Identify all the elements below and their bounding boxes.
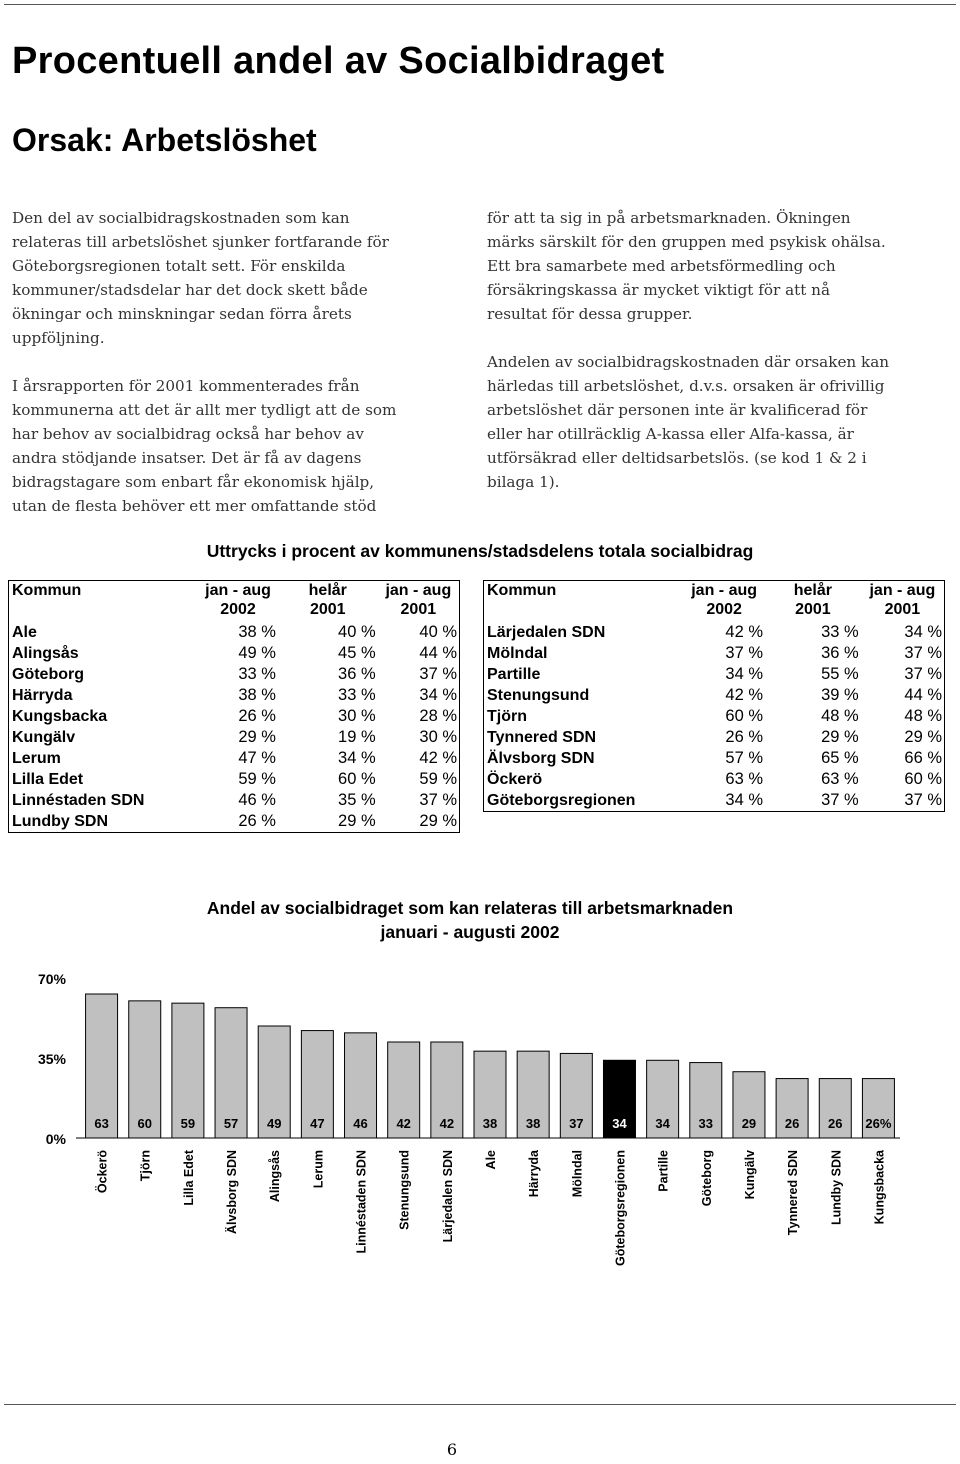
kommun-table-left (8, 580, 460, 833)
x-tick-label: Lilla Edet (181, 1150, 196, 1206)
table-row (484, 790, 945, 812)
percent-value: 65 % (821, 749, 859, 767)
percent-value: 48 % (821, 707, 859, 725)
data-label: 37 (569, 1116, 584, 1131)
chart-title-line2: januari - augusti 2002 (380, 922, 560, 942)
percent-value: 42 % (419, 749, 457, 767)
kommun-name: Lärjedalen SDN (487, 624, 606, 641)
percent-value: 34 % (725, 665, 764, 683)
data-label: 26 (784, 1116, 800, 1131)
percent-value: 37 % (821, 791, 859, 809)
table-row (484, 748, 945, 769)
percent-value: 55 % (821, 665, 859, 683)
x-tick-label: Stenungsund (397, 1150, 412, 1230)
x-tick-label: Kungälv (742, 1150, 757, 1200)
kommun-name: Ale (12, 624, 37, 641)
data-label: 42 (396, 1116, 411, 1131)
percent-value: 39 % (821, 686, 859, 704)
data-label: 57 (223, 1116, 239, 1131)
data-label: 38 (482, 1116, 498, 1131)
x-tick-label: Ale (484, 1150, 498, 1170)
table-row (9, 643, 460, 664)
bar-chart (0, 960, 910, 1280)
bottom-rule (4, 1404, 956, 1405)
percent-value: 42 % (725, 686, 764, 704)
y-tick-label: 35% (37, 1051, 66, 1067)
kommun-name: Göteborgsregionen (487, 792, 636, 809)
percent-value: 42 % (725, 623, 764, 641)
kommun-name: Härryda (12, 687, 73, 704)
table-row (484, 727, 945, 748)
kommun-name: Älvsborg SDN (487, 750, 595, 767)
top-rule (4, 4, 956, 5)
x-tick-label: Lärjedalen SDN (440, 1150, 455, 1243)
col-header-kommun: Kommun (12, 582, 82, 599)
col-header-kommun: Kommun (487, 582, 557, 599)
page-title: Procentuell andel av Socialbidraget (12, 40, 665, 82)
percent-value: 44 % (904, 686, 942, 704)
tables-title: Uttrycks i procent av kommunens/stadsdelens totala socialbidrag (206, 541, 754, 561)
data-label: 33 (698, 1116, 714, 1131)
data-label: 46 (353, 1116, 368, 1131)
kommun-name: Lilla Edet (12, 771, 84, 788)
table-row (9, 727, 460, 748)
percent-value: 26 % (725, 728, 764, 746)
kommun-name: Öckerö (487, 771, 543, 788)
percent-value: 63 % (725, 770, 764, 788)
paragraph: Andelen av socialbidragskostnaden där orsaken kan härledas till arbetslöshet, d.v.s. orsaken är ofrivillig arbetslöshet där personen inte är kvalificerad för eller har otillräcklig A-kassa eller Alfa-kassa, är utförsäkrad eller deltidsarbetslös. (se kod 1 & 2 i bilaga 1). (487, 353, 890, 491)
percent-value: 46 % (238, 791, 276, 809)
percent-value: 28 % (419, 707, 457, 725)
data-label: 49 (266, 1116, 282, 1131)
percent-value: 44 % (419, 644, 457, 662)
kommun-name: Tynnered SDN (487, 729, 597, 746)
table-row (484, 622, 945, 643)
table-row (484, 769, 945, 790)
percent-value: 37 % (419, 791, 457, 809)
x-tick-label: Linnéstaden SDN (354, 1150, 369, 1254)
percent-value: 48 % (904, 707, 942, 725)
kommun-name: Partille (487, 666, 541, 683)
kommun-name: Alingsås (12, 645, 79, 662)
kommun-name: Stenungsund (487, 687, 590, 704)
percent-value: 37 % (725, 644, 764, 662)
percent-value: 38 % (238, 623, 276, 641)
text-column-right (487, 206, 892, 518)
table-row (484, 643, 945, 664)
percent-value: 35 % (338, 791, 376, 809)
data-label: 60 (137, 1116, 152, 1131)
x-tick-label: Lerum (311, 1150, 326, 1189)
percent-value: 30 % (419, 728, 457, 746)
col-header-jan-aug-2002: jan - aug 2002 (205, 582, 271, 618)
percent-value: 37 % (904, 791, 942, 809)
percent-value: 60 % (725, 707, 764, 725)
percent-value: 38 % (238, 686, 276, 704)
page-number: 6 (446, 1440, 458, 1459)
percent-value: 47 % (238, 749, 276, 767)
x-tick-label: Göteborgsregionen (613, 1150, 628, 1266)
data-label: 29 (741, 1116, 757, 1131)
y-tick-label: 70% (37, 971, 66, 987)
data-label: 26 (828, 1116, 843, 1131)
percent-value: 59 % (419, 770, 457, 788)
percent-value: 19 % (338, 728, 376, 746)
data-label: 47 (310, 1116, 325, 1131)
kommun-name: Kungsbacka (12, 708, 108, 725)
percent-value: 29 % (338, 812, 376, 830)
data-label: 59 (180, 1116, 196, 1131)
data-label: 34 (612, 1116, 627, 1131)
col-header-jan-aug-2002: jan - aug 2002 (691, 582, 758, 618)
percent-value: 37 % (904, 644, 942, 662)
percent-value: 37 % (904, 665, 942, 683)
x-tick-label: Partille (656, 1150, 671, 1192)
col-header-helar-2001: helår 2001 (308, 582, 347, 618)
table-row (9, 685, 460, 706)
table-row (9, 748, 460, 769)
percent-value: 29 % (238, 728, 276, 746)
chart-title-line1: Andel av socialbidraget som kan relateras till arbetsmarknaden (206, 898, 734, 918)
kommun-name: Lundby SDN (12, 813, 108, 830)
chart-title (0, 896, 940, 944)
percent-value: 36 % (821, 644, 859, 662)
kommun-name: Linnéstaden SDN (12, 792, 145, 809)
percent-value: 40 % (338, 623, 376, 641)
col-header-jan-aug-2001: jan - aug 2001 (385, 582, 452, 618)
x-tick-label: Mölndal (570, 1150, 585, 1198)
x-tick-label: Lundby SDN (829, 1150, 844, 1225)
table-row (9, 811, 460, 833)
percent-value: 26 % (238, 707, 276, 725)
table-row (9, 706, 460, 727)
percent-value: 59 % (238, 770, 276, 788)
x-tick-label: Härryda (527, 1150, 542, 1198)
paragraph: för att ta sig in på arbetsmarknaden. Ökningen märks särskilt för den gruppen med psykisk ohälsa. Ett bra samarbete med arbetsförmedling och försäkringskassa är mycket viktigt för att nå resultat för dessa grupper. (487, 209, 886, 323)
x-tick-label: Tynnered SDN (786, 1150, 801, 1236)
data-label: 63 (94, 1116, 109, 1131)
percent-value: 33 % (338, 686, 376, 704)
data-label: 34 (655, 1116, 670, 1131)
percent-value: 29 % (821, 728, 859, 746)
kommun-name: Mölndal (487, 645, 548, 662)
percent-value: 60 % (904, 770, 942, 788)
x-tick-label: Alingsås (268, 1150, 283, 1203)
x-tick-label: Kungsbacka (872, 1150, 887, 1225)
page-subtitle: Orsak: Arbetslöshet (12, 122, 317, 158)
table-row (484, 685, 945, 706)
col-header-helar-2001: helår 2001 (793, 582, 832, 618)
percent-value: 40 % (419, 623, 457, 641)
paragraph: Den del av socialbidragskostnaden som kan relateras till arbetslöshet sjunker fortfarande för Göteborgsregionen totalt sett. För enskilda kommuner/stadsdelar har det dock skett både ökningar och minskningar sedan förra årets uppföljning. (12, 209, 389, 347)
table-row (9, 622, 460, 643)
kommun-name: Göteborg (12, 666, 84, 683)
x-tick-label: Älvsborg SDN (225, 1150, 240, 1235)
percent-value: 66 % (904, 749, 942, 767)
paragraph: I årsrapporten för 2001 kommenterades från kommunerna att det är allt mer tydligt att de som har behov av socialbidrag också har behov av andra stödjande insatser. Det är få av dagens bidragstagare som enbart får ekonomisk hjälp, utan de flesta behöver ett mer omfattande stöd (12, 377, 397, 515)
col-header-jan-aug-2001: jan - aug 2001 (869, 582, 936, 618)
kommun-name: Tjörn (487, 708, 527, 725)
percent-value: 34 % (338, 749, 376, 767)
x-tick-label: Öckerö (95, 1150, 110, 1194)
percent-value: 37 % (419, 665, 457, 683)
data-label: 38 (525, 1116, 541, 1131)
percent-value: 34 % (725, 791, 764, 809)
percent-value: 29 % (904, 728, 942, 746)
percent-value: 45 % (338, 644, 376, 662)
percent-value: 36 % (338, 665, 376, 683)
y-tick-label: 0% (45, 1131, 66, 1147)
percent-value: 57 % (725, 749, 764, 767)
table-row (484, 706, 945, 727)
percent-value: 34 % (419, 686, 457, 704)
percent-value: 30 % (338, 707, 376, 725)
x-tick-label: Tjörn (138, 1150, 153, 1182)
percent-value: 33 % (238, 665, 276, 683)
percent-value: 63 % (821, 770, 859, 788)
table-row (484, 664, 945, 685)
percent-value: 33 % (821, 623, 859, 641)
percent-value: 60 % (338, 770, 376, 788)
data-label: 26% (865, 1116, 892, 1131)
percent-value: 34 % (904, 623, 942, 641)
text-column-left (12, 206, 402, 542)
kommun-table-right (483, 580, 945, 812)
percent-value: 26 % (238, 812, 276, 830)
data-label: 42 (439, 1116, 455, 1131)
table-row (9, 769, 460, 790)
kommun-name: Lerum (12, 750, 61, 767)
x-tick-label: Göteborg (699, 1150, 714, 1207)
percent-value: 49 % (238, 644, 276, 662)
kommun-name: Kungälv (12, 729, 76, 746)
table-row (9, 664, 460, 685)
percent-value: 29 % (419, 812, 457, 830)
table-row (9, 790, 460, 811)
